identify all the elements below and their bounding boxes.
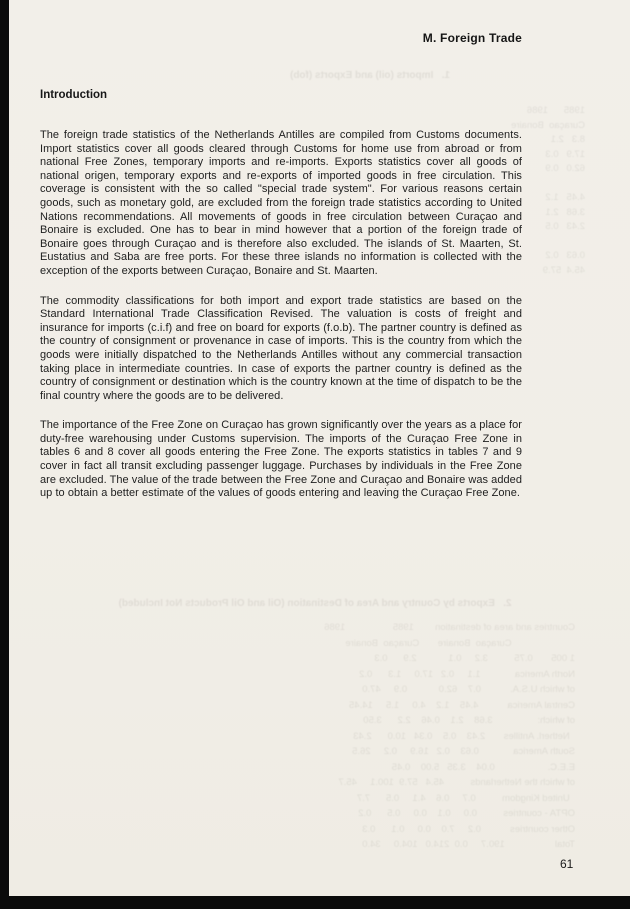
ghost-line: Curaçao Bonaire Curaçao Bonaire <box>345 637 575 649</box>
ghost-line: United Kingdom 0.7 0.6 4.1 0.5 7.7 <box>356 792 575 804</box>
ghost-line: 62.0 0.9 <box>545 163 585 174</box>
ghost-line: 4.45 1.2 <box>545 192 585 203</box>
page-header: M. Foreign Trade <box>422 31 522 45</box>
ghost-line: North America 1.1 0.2 17.0 1.3 0.2 <box>359 668 575 680</box>
ghost-line: of which: 3.68 2.1 0.46 2.2 3.50 <box>363 715 575 726</box>
scan-edge-bottom <box>0 896 630 909</box>
ghost-text-middle: 2. Exports by Country and Area of Destination (Oil and Oil Products Not Included) <box>118 598 512 609</box>
section-title: Introduction <box>40 89 108 101</box>
ghost-line: 0.63 0.2 <box>545 250 585 261</box>
ghost-line: E.E.C. 0.04 3.35 5.00 0.45 <box>391 761 575 773</box>
ghost-line: OPTA - countries 0.0 0.1 0.0 0.5 0.2 <box>358 808 575 819</box>
ghost-line: Curaçao Bonaire <box>511 119 585 131</box>
ghost-line: of which U.S.A. 0.7 62.0 0.9 47.0 <box>362 684 575 695</box>
ghost-line: 1985 1986 <box>526 105 585 116</box>
paragraph-3: The importance of the Free Zone on Curaçao has grown significantly over the years as a place for duty-free warehousing under Customs supervision. The imports of the Curaçao Free Zone in tables 6 and 8 cover all goods entering the Free Zone. The exports statistics in tables 7 and 9 cover in fact all transit excluding passenger luggage. Purchases by individuals in the Free Zone are excluded. The value of the trade between the Free Zone and Curaçao and Bonaire was added up to obtain a better estimate of the values of goods entering and leaving the Curaçao Free Zone. <box>40 419 522 500</box>
ghost-line: South America 0.63 0.2 16.9 0.2 26.5 <box>352 746 575 757</box>
ghost-line: 45.4 57.9 <box>542 264 585 276</box>
ghost-text-top: 1. Imports (oil) and Exports (fob) <box>290 70 450 81</box>
ghost-line: of which the Netherlands 45.4 57.9 100.1 45.7 <box>338 777 575 788</box>
ghost-line: Countries and area of destination 1985 1986 <box>324 622 575 633</box>
page-number: 61 <box>560 857 574 871</box>
ghost-line: Other countries 0.2 7.0 0.0 0.1 0.3 <box>362 823 575 835</box>
ghost-line: 8.3 2.1 <box>550 134 585 145</box>
scan-edge-left <box>0 0 9 909</box>
ghost-line: 2.43 0.5 <box>545 221 585 232</box>
paragraph-1: The foreign trade statistics of the Netherlands Antilles are compiled from Customs documents. Import statistics cover all goods cleared through Customs for home use from abroad or from national Free Zones, temporary imports and re-imports. Exports statistics cover all goods of national origen, temporary exports and re-exports of imported goods in free circulation. This coverage is consistent with the so called "special trade system". For various reasons certain goods, such as monetary gold, are excluded from the foreign trade statistics according to United Nations recommendations. All movements of goods in free circulation between Curaçao and Bonaire is excluded. One has to bear in mind however that a portion of the foreign trade of Bonaire goes through Curaçao and is therefore also excluded. The islands of St. Maarten, St. Eustatius and Saba are free ports. For these three islands no information is collected with the exception of the exports between Curaçao, Bonaire and St. Maarten. <box>40 129 522 277</box>
ghost-line: 17.9 0.3 <box>545 148 585 160</box>
ghost-line: 1 005 0.75 3.2 0.1 2.9 0.3 <box>374 653 575 664</box>
paragraph-2: The commodity classifications for both import and export trade statistics are based on the Standard International Trade Classification Revised. The valuation is costs of freight and insurance for imports (c.i.f) and free on board for exports (f.o.b). The partner country is defined as the country of consignment or provenance in case of imports. This is the country from which the goods were initially dispatched to the Netherlands Antilles without any commercial transaction taking place in intermediate countries. In case of exports the partner country is defined as the country of consignment or destination which is the country known at the time of dispatch to be the final country where the goods are to be delivered. <box>40 294 522 402</box>
ghost-line: Total 190.7 0.0 214.0 104.0 34.0 <box>362 839 575 850</box>
ghost-table-bottom <box>55 620 575 853</box>
ghost-line: 3.68 2.1 <box>545 206 585 218</box>
ghost-line: Central America 4.45 1.2 4.0 1.5 14.45 <box>348 699 575 711</box>
body-text <box>40 129 522 517</box>
ghost-line: Netherl. Antilles 2.43 0.5 0.34 10.0 2.43 <box>353 730 575 742</box>
